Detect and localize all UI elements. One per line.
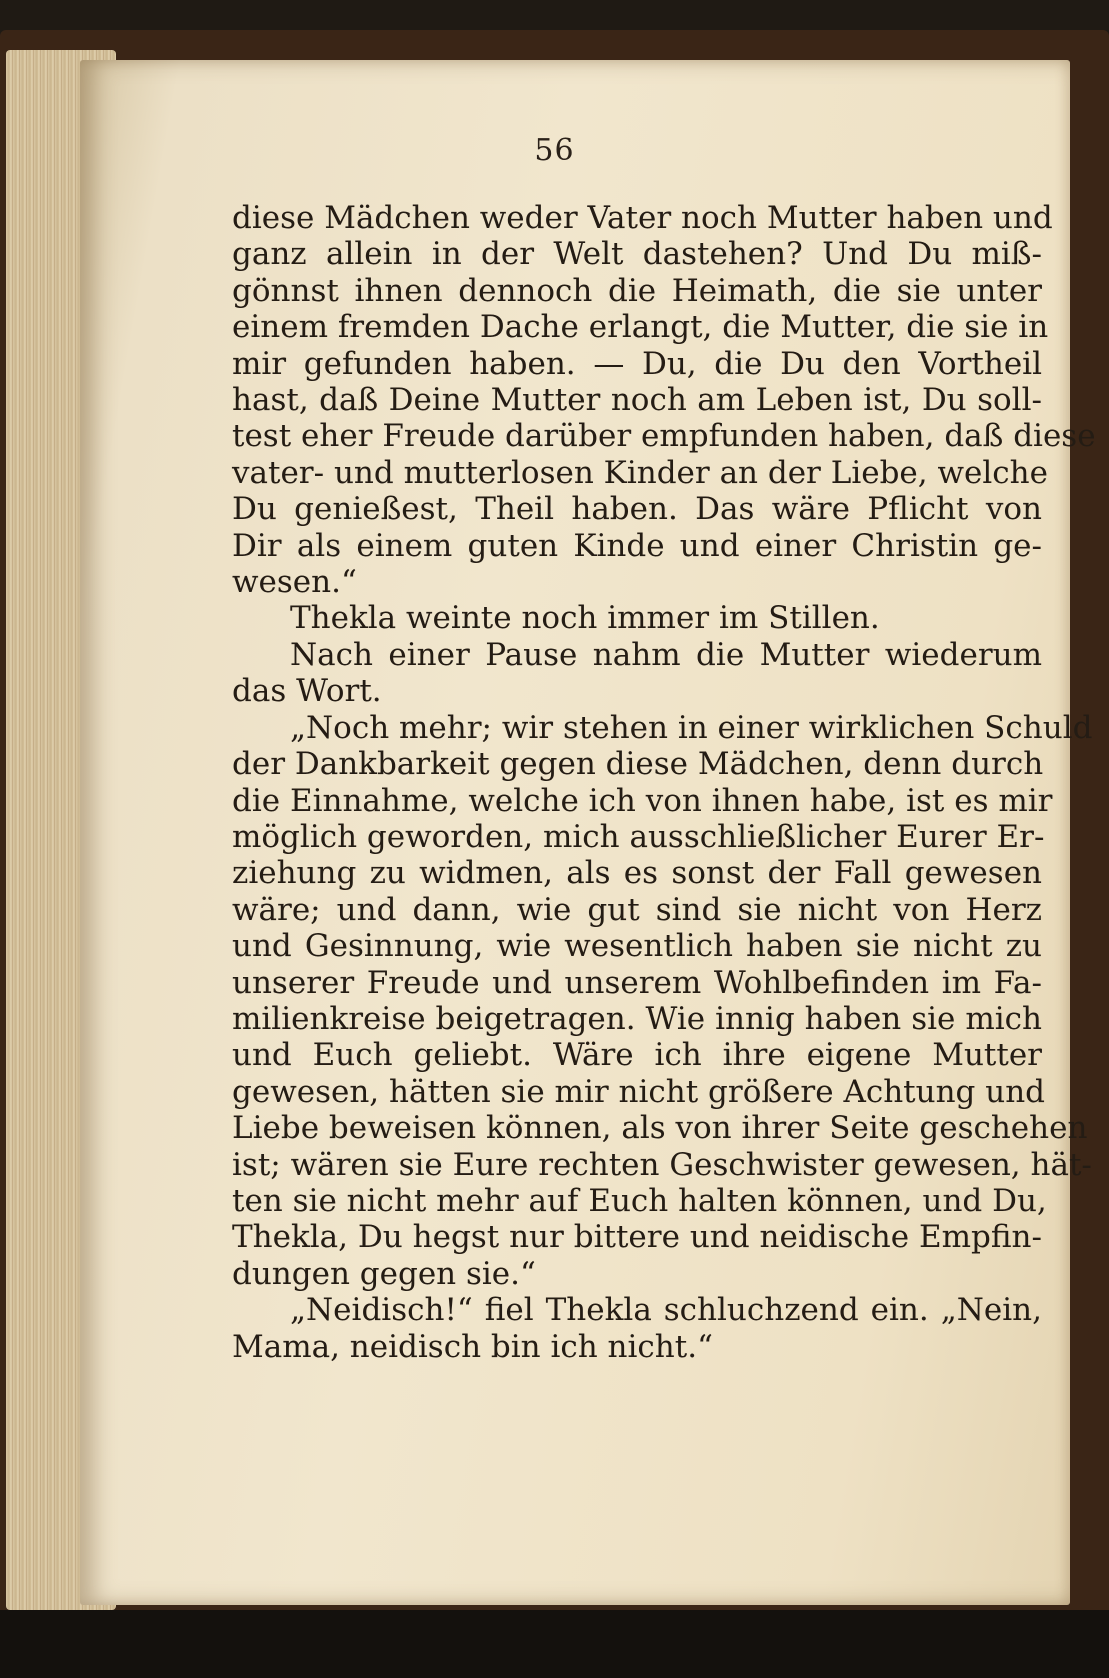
text-line: diese Mädchen weder Vater noch Mutter haben und bbox=[232, 200, 1053, 236]
page-number: 56 bbox=[534, 133, 575, 168]
text-line: unserer Freude und unserem Wohlbefinden im Fa- bbox=[232, 964, 1042, 1001]
text-line: gewesen, hätten sie mir nicht größere Achtung und bbox=[232, 1073, 1046, 1110]
text-line: und Gesinnung, wie wesentlich haben sie nicht zu bbox=[232, 928, 1042, 965]
text-line: möglich geworden, mich ausschließlicher Eurer Er- bbox=[232, 818, 1045, 855]
text-line: ziehung zu widmen, als es sonst der Fall gewesen bbox=[232, 855, 1042, 892]
text-line: test eher Freude darüber empfunden haben, daß diese bbox=[232, 418, 1096, 455]
text-line: Nach einer Pause nahm die Mutter wiederum bbox=[290, 636, 1042, 673]
text-line: wesen.“ bbox=[232, 564, 357, 601]
text-line: Du genießest, Theil haben. Das wäre Pflicht von bbox=[232, 491, 1042, 528]
text-line: der Dankbarkeit gegen diese Mädchen, denn durch bbox=[232, 746, 1044, 783]
text-line: gönnst ihnen dennoch die Heimath, die sie unter bbox=[232, 272, 1042, 309]
text-line: wäre; und dann, wie gut sind sie nicht von Herz bbox=[232, 891, 1042, 928]
text-line: ist; wären sie Eure rechten Geschwister gewesen, hät- bbox=[232, 1146, 1092, 1183]
text-line: mir gefunden haben. — Du, die Du den Vortheil bbox=[232, 345, 1042, 382]
text-line: Mama, neidisch bin ich nicht.“ bbox=[232, 1328, 713, 1365]
text-line: milienkreise beigetragen. Wie innig haben sie mich bbox=[232, 1000, 1042, 1037]
text-line: hast, daß Deine Mutter noch am Leben ist, Du soll- bbox=[232, 382, 1042, 419]
text-line: Thekla, Du hegst nur bittere und neidische Empfin- bbox=[232, 1219, 1042, 1256]
text-line: Thekla weinte noch immer im Stillen. bbox=[290, 600, 880, 637]
text-line: Dir als einem guten Kinde und einer Christin ge- bbox=[232, 527, 1042, 564]
text-line: und Euch geliebt. Wäre ich ihre eigene Mutter bbox=[232, 1037, 1042, 1074]
text-line: vater- und mutterlosen Kinder an der Liebe, welche bbox=[232, 454, 1048, 491]
body-text bbox=[232, 200, 1096, 1365]
bottom-shadow bbox=[0, 1610, 1109, 1678]
text-line: Liebe beweisen können, als von ihrer Seite geschehen bbox=[232, 1110, 1088, 1147]
text-line: einem fremden Dache erlangt, die Mutter, die sie in bbox=[232, 309, 1049, 346]
text-line: dungen gegen sie.“ bbox=[232, 1255, 536, 1292]
text-line: die Einnahme, welche ich von ihnen habe, ist es mir bbox=[232, 782, 1053, 819]
text-line: „Noch mehr; wir stehen in einer wirklichen Schuld bbox=[290, 709, 1093, 746]
text-line: „Neidisch!“ fiel Thekla schluchzend ein. „Nein, bbox=[290, 1292, 1042, 1329]
text-line: ten sie nicht mehr auf Euch halten können, und Du, bbox=[232, 1182, 1047, 1219]
text-line: ganz allein in der Welt dastehen? Und Du miß- bbox=[232, 236, 1042, 273]
text-line: das Wort. bbox=[232, 673, 382, 710]
